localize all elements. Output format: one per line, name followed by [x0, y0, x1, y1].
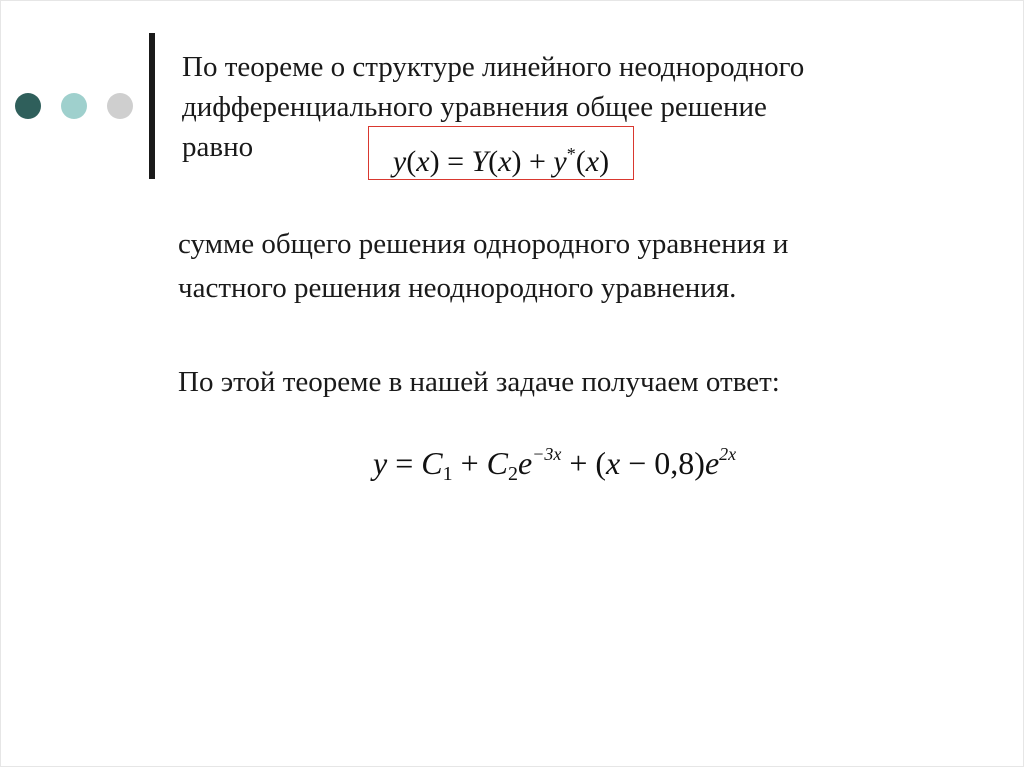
boxed-formula: y(x) = Y(x) + y*(x) — [368, 126, 634, 180]
answer-intro: По этой теореме в нашей задаче получаем ответ: — [178, 366, 780, 398]
heading-line-3: равно — [182, 131, 254, 163]
heading-line-1: По теореме о структуре линейного неоднородного — [182, 51, 805, 83]
dot-dark-icon — [15, 93, 41, 119]
body-paragraph — [178, 222, 978, 310]
vertical-accent-bar — [149, 33, 155, 179]
heading-line-2: дифференциального уравнения общее решение — [182, 91, 767, 123]
dot-gray-icon — [107, 93, 133, 119]
body-line-1: сумме общего решения однородного уравнения и — [178, 228, 789, 260]
body-line-2: частного решения неоднородного уравнения. — [178, 272, 737, 304]
dot-teal-icon — [61, 93, 87, 119]
answer-formula: $y = C_1 + C_2e^{-3x} + (x - 0,8)e^{2x}$ — [373, 444, 737, 485]
decorative-dots — [15, 93, 135, 123]
